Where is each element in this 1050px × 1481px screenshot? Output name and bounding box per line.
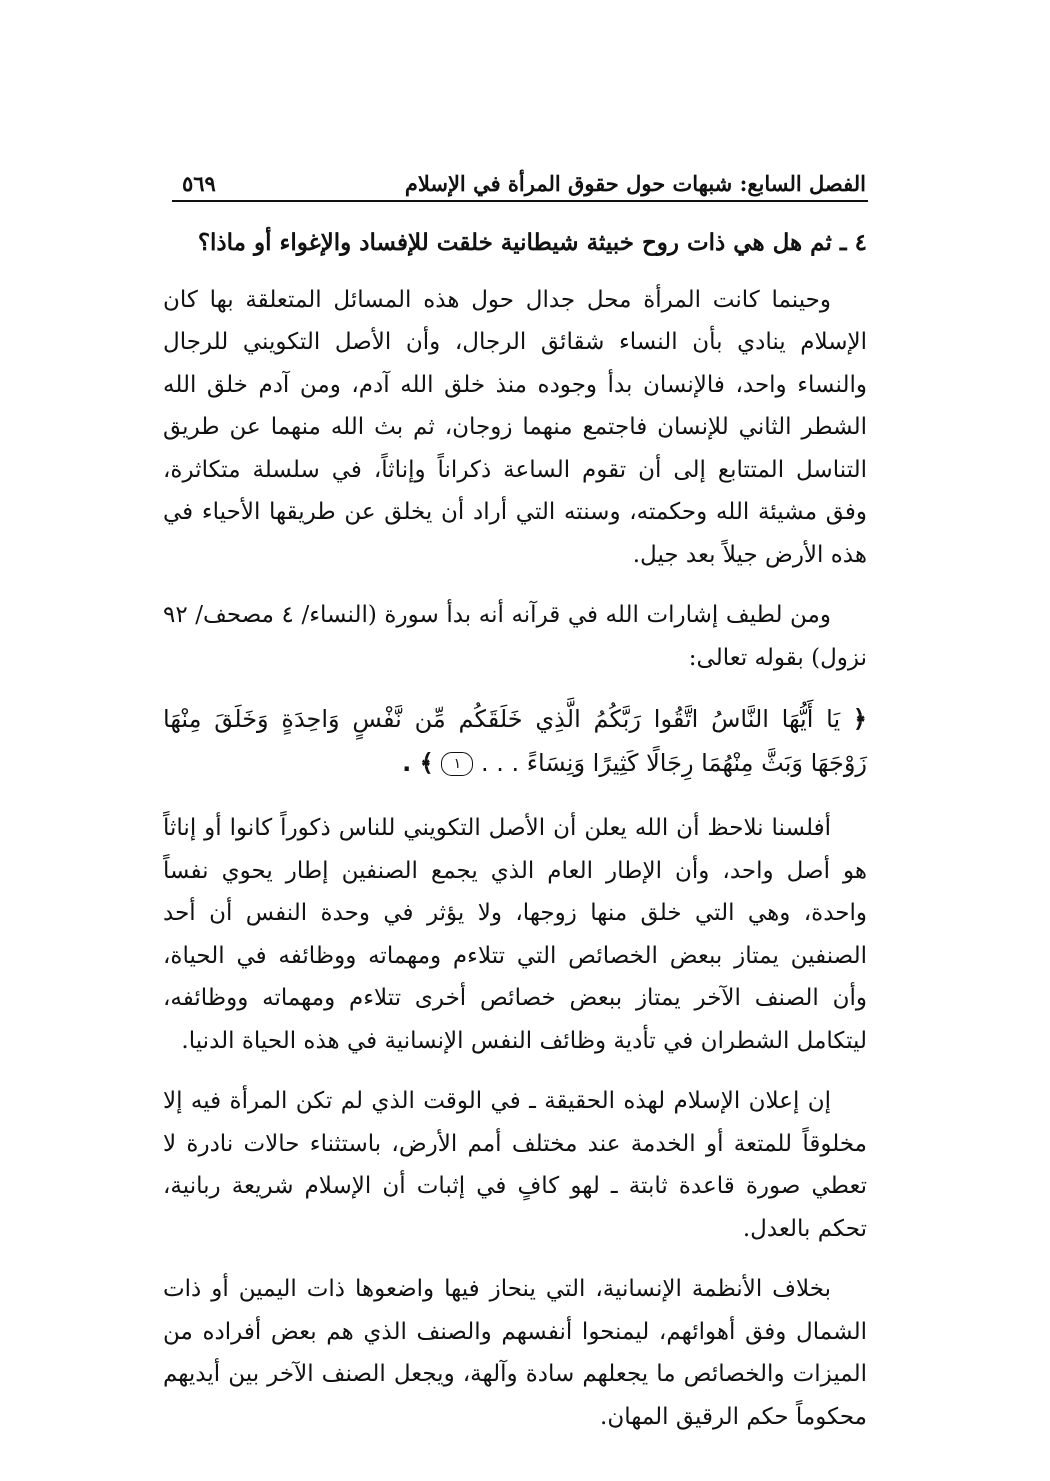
- ayah-number-marker: ١: [441, 752, 473, 776]
- paragraph: بخلاف الأنظمة الإنسانية، التي ينحاز فيها واضعوها ذات اليمين أو ذات الشمال وفق أهوائهم، ليمنحوا أنفسهم والصنف الذي هم بعض أفراده من الميزات والخصائص ما يجعلهم سادة وآلهة، ويجعل الصنف الآخر بين أيديهم محكوماً حكم الرقيق المهان.: [163, 1276, 867, 1430]
- question-heading: ٤ ـ ثم هل هي ذات روح خبيثة شيطانية خلقت للإفساد والإغواء أو ماذا؟: [197, 229, 867, 256]
- quran-verse: [163, 697, 867, 785]
- verse-text: يَا أَيُّهَا النَّاسُ اتَّقُوا رَبَّكُمُ الَّذِي خَلَقَكُم مِّن نَّفْسٍ وَاحِدَةٍ وَخَلَقَ مِنْهَا زَوْجَهَا وَبَثَّ مِنْهُمَا رِجَالًا كَثِيرًا وَنِسَاءً . . .: [163, 705, 867, 777]
- paragraph: وحينما كانت المرأة محل جدال حول هذه المسائل المتعلقة بها كان الإسلام ينادي بأن النساء شقائق الرجال، وأن الأصل التكويني للرجال والنساء واحد، فالإنسان بدأ وجوده منذ خلق الله آدم، ومن آدم خلق الله الشطر الثاني للإنسان فاجتمع منهما زوجان، ثم بث الله منهما عن طريق التناسل المتتابع إلى أن تقوم الساعة ذكراناً وإناثاً، في سلسلة متكاثرة، وفق مشيئة الله وحكمته، وسنته التي أراد أن يخلق عن طريقها الأحياء في هذه الأرض جيلاً بعد جيل.: [163, 286, 867, 568]
- verse-close-bracket: ﴾ .: [402, 749, 434, 777]
- paragraph: أفلسنا نلاحظ أن الله يعلن أن الأصل التكويني للناس ذكوراً كانوا أو إناثاً هو أصل واحد، وأن الإطار العام الذي يجمع الصنفين إطار يحوي نفساً واحدة، وهي التي خلق منها زوجها، ولا يؤثر في وحدة النفس أن أحد الصنفين يمتاز ببعض الخصائص التي تتلاءم ومهماته ووظائفه في الحياة، وأن الصنف الآخر يمتاز ببعض خصائص أخرى تتلاءم ومهماته ووظائفه، ليتكامل الشطران في تأدية وظائف النفس الإنسانية في هذه الحياة الدنيا.: [163, 815, 867, 1054]
- page-number: ٥٦٩: [182, 171, 216, 196]
- chapter-title: الفصل السابع: شبهات حول حقوق المرأة في الإسلام: [404, 171, 866, 196]
- header-divider: [172, 200, 868, 202]
- verse-open-bracket: ﴿: [852, 705, 867, 733]
- paragraph: إن إعلان الإسلام لهذه الحقيقة ـ في الوقت الذي لم تكن المرأة فيه إلا مخلوقاً للمتعة أو الخدمة عند مختلف أمم الأرض، باستثناء حالات نادرة لا تعطي صورة قاعدة ثابتة ـ لهو كافٍ في إثبات أن الإسلام شريعة ربانية، تحكم بالعدل.: [163, 1088, 867, 1242]
- running-header: [182, 156, 866, 196]
- paragraph: ومن لطيف إشارات الله في قرآنه أنه بدأ سورة (النساء/ ٤ مصحف/ ٩٢ نزول) بقوله تعالى:: [163, 602, 867, 671]
- page-body: [163, 222, 867, 1456]
